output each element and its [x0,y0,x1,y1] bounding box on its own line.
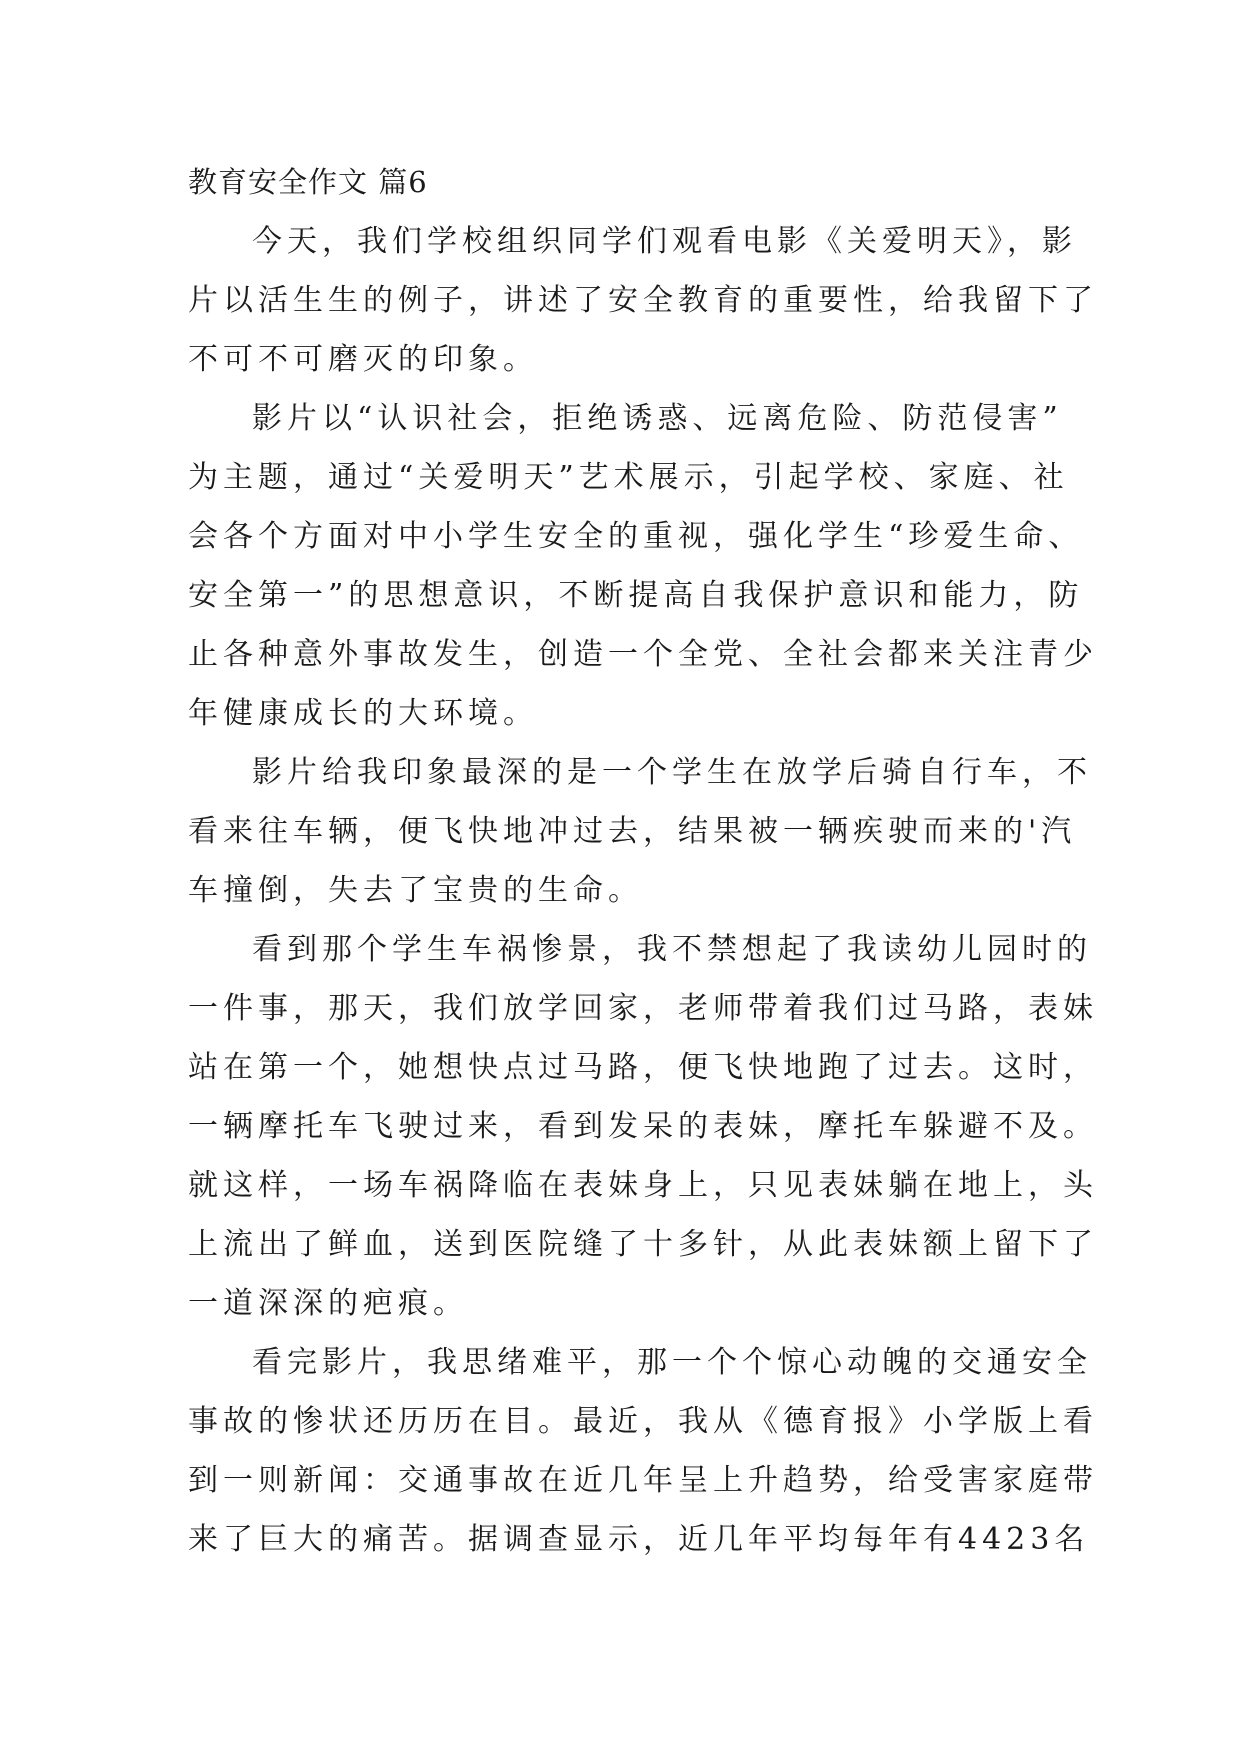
essay-title: 教育安全作文 篇6 [188,165,428,199]
text-line: 上流出了鲜血，送到医院缝了十多针，从此表妹额上留下了 [188,1227,1098,1262]
text-line: 一件事，那天，我们放学回家，老师带着我们过马路，表妹 [188,991,1098,1026]
text-line: 站在第一个，她想快点过马路，便飞快地跑了过去。这时， [188,1050,1098,1085]
text-line: 会各个方面对中小学生安全的重视，强化学生“珍爱生命、 [188,519,1084,554]
text-line: 今天，我们学校组织同学们观看电影《关爱明天》，影 [252,224,1077,259]
text-line: 看完影片，我思绪难平，那一个个惊心动魄的交通安全 [252,1345,1092,1380]
text-line: 片以活生生的例子，讲述了安全教育的重要性，给我留下了 [188,283,1098,318]
text-line: 为主题，通过“关爱明天”艺术展示，引起学校、家庭、社 [188,460,1069,495]
text-line: 一辆摩托车飞驶过来，看到发呆的表妹，摩托车躲避不及。 [188,1109,1098,1144]
text-line: 看到那个学生车祸惨景，我不禁想起了我读幼儿园时的 [252,932,1092,967]
text-line: 不可不可磨灭的印象。 [188,342,538,377]
text-line: 车撞倒，失去了宝贵的生命。 [188,873,643,908]
text-line: 就这样，一场车祸降临在表妹身上，只见表妹躺在地上，头 [188,1168,1098,1203]
text-line: 看来往车辆，便飞快地冲过去，结果被一辆疾驶而来的'汽 [188,814,1077,849]
text-line: 安全第一”的思想意识，不断提高自我保护意识和能力，防 [188,578,1084,613]
text-line: 影片给我印象最深的是一个学生在放学后骑自行车，不 [252,755,1092,790]
text-line: 年健康成长的大环境。 [188,696,538,731]
text-line: 一道深深的疤痕。 [188,1286,468,1321]
text-line: 到一则新闻：交通事故在近几年呈上升趋势，给受害家庭带 [188,1463,1098,1498]
text-line: 事故的惨状还历历在目。最近，我从《德育报》小学版上看 [188,1404,1098,1439]
text-line: 影片以“认识社会，拒绝诱惑、远离危险、防范侵害” [252,401,1063,436]
text-line: 来了巨大的痛苦。据调查显示，近几年平均每年有4423名 [188,1522,1090,1557]
text-line: 止各种意外事故发生，创造一个全党、全社会都来关注青少 [188,637,1098,672]
